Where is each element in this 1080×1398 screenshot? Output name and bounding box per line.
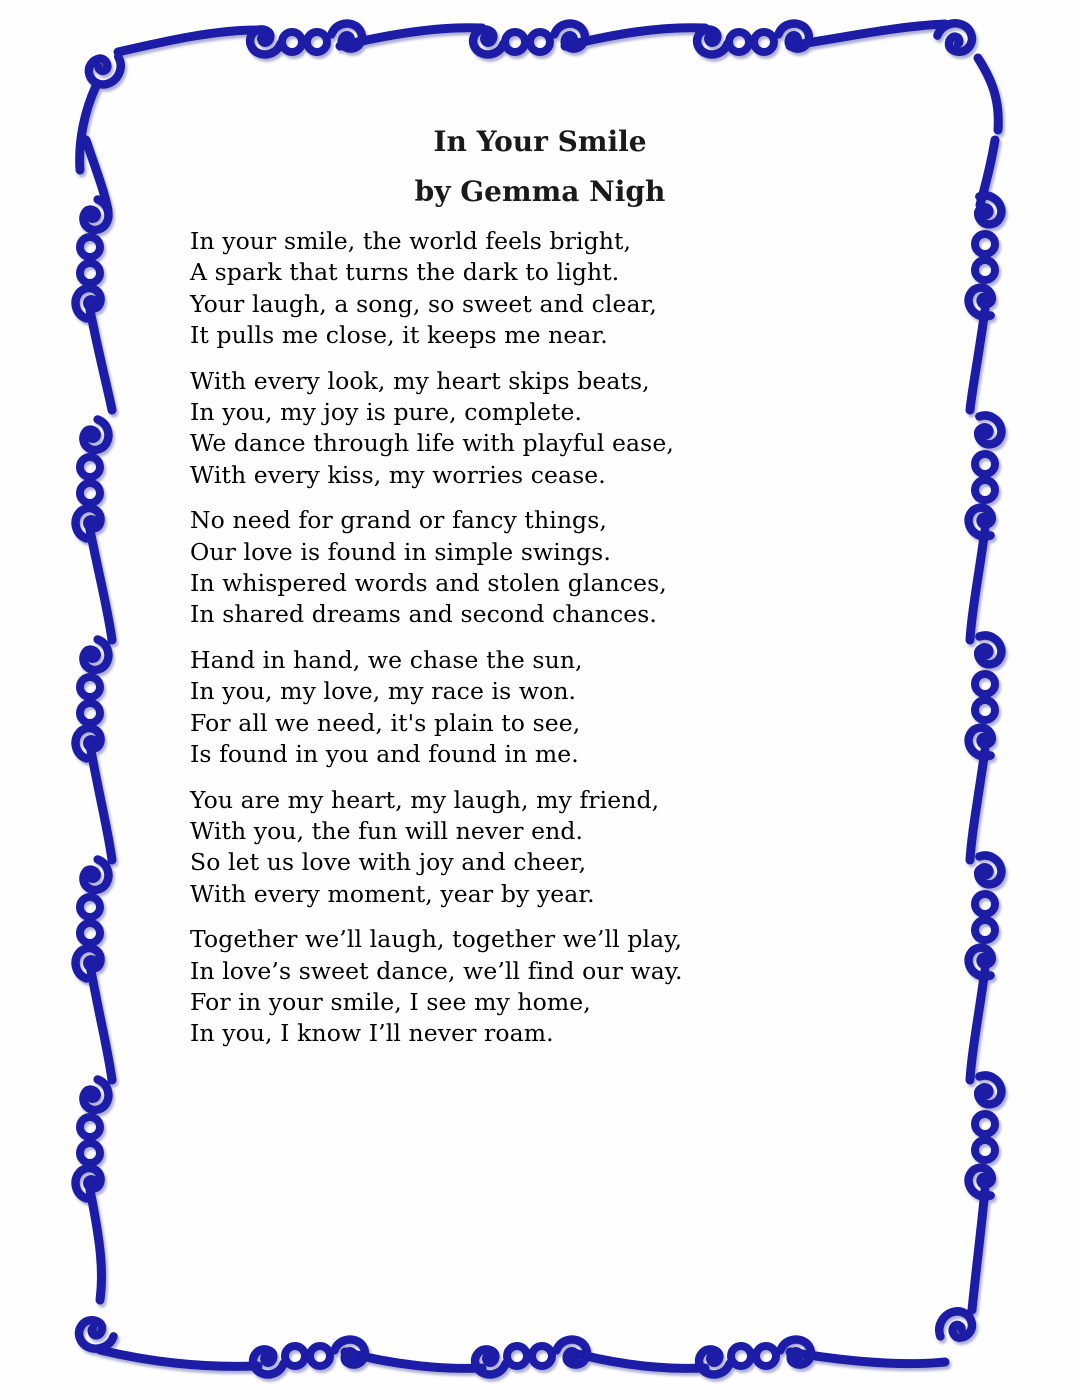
border-stroke: [90, 310, 112, 410]
border-curl: [71, 724, 104, 761]
border-curl: [972, 1071, 1005, 1108]
border-ring: [310, 1346, 330, 1366]
border-ring: [80, 1143, 100, 1163]
border-ring: [80, 483, 100, 503]
border-curl: [469, 26, 506, 59]
poem-line: With every look, my heart skips beats,: [190, 366, 650, 395]
poem-author: by Gemma Nigh: [414, 175, 666, 208]
stanza: [190, 924, 683, 1050]
border-stroke: [978, 58, 998, 130]
border-ring: [80, 897, 100, 917]
border-curl: [329, 19, 366, 52]
border-curl: [972, 631, 1005, 668]
border-curl: [332, 1335, 369, 1368]
border-ring: [80, 263, 100, 283]
poem-line: In you, my love, my race is won.: [190, 677, 577, 706]
poem-line: A spark that turns the dark to light.: [190, 258, 620, 287]
border-curl: [965, 725, 998, 762]
poem-line: We dance through life with playful ease,: [190, 429, 674, 458]
poem-line: No need for grand or fancy things,: [190, 506, 607, 535]
border-ring: [975, 1140, 995, 1160]
border-stroke: [90, 745, 112, 860]
poem-body: [190, 226, 683, 1064]
border-curl: [972, 411, 1005, 448]
border-ring: [307, 32, 327, 52]
poem-line: With you, the fun will never end.: [190, 816, 584, 845]
border-ring: [975, 234, 995, 254]
poem-line: For in your smile, I see my home,: [190, 987, 591, 1016]
border-curl: [80, 857, 113, 894]
border-curl: [71, 1164, 104, 1201]
border-ring: [80, 703, 100, 723]
border-stroke: [100, 1350, 258, 1366]
border-ring: [507, 1346, 527, 1366]
border-ring: [975, 674, 995, 694]
border-curl: [80, 417, 113, 454]
border-curl: [552, 19, 589, 52]
poem-line: In you, I know I’ll never roam.: [190, 1019, 554, 1048]
poem-line: In you, my joy is pure, complete.: [190, 398, 583, 427]
poem-line: With every moment, year by year.: [190, 879, 595, 908]
border-curl: [776, 19, 813, 52]
border-ring: [975, 480, 995, 500]
border-curl: [71, 284, 104, 321]
border-ring: [756, 1346, 776, 1366]
border-ring: [80, 457, 100, 477]
border-curl: [471, 1346, 508, 1379]
poem-line: Your laugh, a song, so sweet and clear,: [190, 289, 657, 318]
poem-line: Hand in hand, we chase the sun,: [190, 645, 583, 674]
poem-line: With every kiss, my worries cease.: [190, 460, 606, 489]
border-curl: [80, 1077, 113, 1114]
border-ring: [731, 1346, 751, 1366]
stanza: [190, 505, 683, 631]
border-ring: [80, 237, 100, 257]
border-ring: [729, 32, 749, 52]
border-ring: [532, 1346, 552, 1366]
border-ring: [282, 32, 302, 52]
border-stroke: [90, 965, 112, 1080]
poem-line: Is found in you and found in me.: [190, 740, 579, 769]
stanza: [190, 645, 683, 771]
border-ring: [80, 1117, 100, 1137]
border-curl: [965, 1165, 998, 1202]
border-ring: [530, 32, 550, 52]
border-stroke: [970, 970, 985, 1080]
border-curl: [249, 1346, 286, 1379]
border-stroke: [972, 1190, 985, 1310]
border-ring: [80, 923, 100, 943]
border-curl: [80, 637, 113, 674]
poem-line: Together we’ll laugh, together we’ll play,: [190, 925, 683, 954]
border-ring: [975, 1114, 995, 1134]
border-stroke: [970, 530, 985, 640]
poem-title: In Your Smile: [433, 125, 647, 158]
border-curl: [71, 504, 104, 541]
border-ring: [975, 920, 995, 940]
border-curl: [778, 1335, 815, 1368]
border-curl: [554, 1335, 591, 1368]
stanza: [190, 785, 683, 911]
border-ring: [975, 894, 995, 914]
border-ring: [975, 454, 995, 474]
poem-line: You are my heart, my laugh, my friend,: [190, 785, 660, 814]
stanza: [190, 366, 683, 492]
border-curl: [693, 26, 730, 59]
border-curl: [71, 944, 104, 981]
border-stroke: [90, 530, 112, 640]
border-ring: [754, 32, 774, 52]
poem-line: In love’s sweet dance, we’ll find our way.: [190, 956, 683, 985]
poem-line: Our love is found in simple swings.: [190, 537, 611, 566]
poem-line: For all we need, it's plain to see,: [190, 708, 581, 737]
border-stroke: [90, 1190, 102, 1300]
border-curl: [246, 26, 283, 59]
border-stroke: [790, 24, 945, 46]
border-stroke: [970, 310, 985, 410]
border-curl: [972, 851, 1005, 888]
border-ring: [80, 677, 100, 697]
border-ring: [975, 260, 995, 280]
border-curl: [695, 1346, 732, 1379]
poem-line: In whispered words and stolen glances,: [190, 569, 667, 598]
poem-line: In shared dreams and second chances.: [190, 600, 657, 629]
poem-line: So let us love with joy and cheer,: [190, 848, 587, 877]
border-curl: [965, 505, 998, 542]
border-ring: [975, 700, 995, 720]
border-ring: [505, 32, 525, 52]
border-ring: [285, 1346, 305, 1366]
border-stroke: [970, 750, 985, 860]
border-curl: [965, 945, 998, 982]
border-curl: [965, 285, 998, 322]
border-stroke: [118, 30, 258, 52]
poem-line: It pulls me close, it keeps me near.: [190, 321, 608, 350]
border-curl: [84, 49, 127, 90]
poem-line: In your smile, the world feels bright,: [190, 227, 632, 255]
stanza: [190, 226, 683, 352]
